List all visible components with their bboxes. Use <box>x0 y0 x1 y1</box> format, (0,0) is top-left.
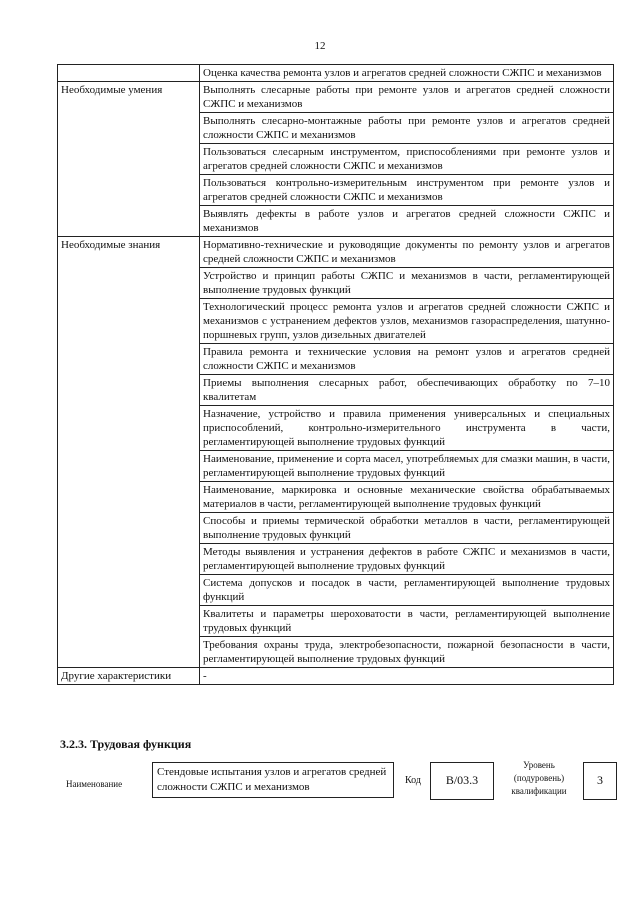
function-name-box: Стендовые испытания узлов и агрегатов средней сложности СЖПС и механизмов <box>152 762 394 798</box>
row-requirement-text: Назначение, устройство и правила применения универсальных и специальных приспособлений, контрольно-измерительного инструмента в части, регламентирующей выполнение трудовых функций <box>200 406 614 451</box>
row-requirement-text: Выполнять слесарно-монтажные работы при ремонте узлов и агрегатов средней сложности СЖПС и механизмов <box>200 113 614 144</box>
table-row <box>58 237 614 268</box>
row-requirement-text: Наименование, применение и сорта масел, употребляемых для смазки машин, в части, регламентирующей выполнение трудовых функций <box>200 451 614 482</box>
table-row <box>58 65 614 82</box>
row-requirement-text: Правила ремонта и технические условия на ремонт узлов и агрегатов средней сложности СЖПС и механизмов <box>200 344 614 375</box>
row-requirement-text: Устройство и принцип работы СЖПС и механизмов в части, регламентирующей выполнение трудовых функций <box>200 268 614 299</box>
row-category-label: Необходимые умения <box>58 82 200 237</box>
function-name-label: Наименование <box>66 779 123 789</box>
row-requirement-text: Наименование, маркировка и основные механические свойства обрабатываемых материалов в части, регламентирующей выполнение трудовых функций <box>200 482 614 513</box>
table-row <box>58 668 614 685</box>
row-requirement-text: Методы выявления и устранения дефектов в работе СЖПС и механизмов в части, регламентирующей выполнение трудовых функций <box>200 544 614 575</box>
labor-function-header <box>0 757 640 817</box>
row-category-label: Другие характеристики <box>58 668 200 685</box>
row-requirement-text: Система допусков и посадок в части, регламентирующей выполнение трудовых функций <box>200 575 614 606</box>
row-category-label <box>58 65 200 82</box>
row-requirement-text: Приемы выполнения слесарных работ, обеспечивающих обработку по 7–10 квалитетам <box>200 375 614 406</box>
row-requirement-text: Выполнять слесарные работы при ремонте узлов и агрегатов средней сложности СЖПС и механизмов <box>200 82 614 113</box>
row-requirement-text: Требования охраны труда, электробезопасности, пожарной безопасности в части, регламентирующей выполнение трудовых функций <box>200 637 614 668</box>
table-row <box>58 82 614 113</box>
page-number: 12 <box>314 40 326 52</box>
function-code-box: В/03.3 <box>430 762 494 800</box>
function-code-label: Код <box>405 775 421 786</box>
row-requirement-text: Пользоваться контрольно-измерительным инструментом при ремонте узлов и агрегатов средней сложности СЖПС и механизмов <box>200 175 614 206</box>
section-title: 3.2.3. Трудовая функция <box>60 737 192 751</box>
qualification-level-label: Уровень (подуровень) квалификации <box>511 760 567 796</box>
row-requirement-text: Нормативно-технические и руководящие документы по ремонту узлов и агрегатов средней сложности СЖПС и механизмов <box>200 237 614 268</box>
row-requirement-text: Оценка качества ремонта узлов и агрегатов средней сложности СЖПС и механизмов <box>200 65 614 82</box>
row-category-label: Необходимые знания <box>58 237 200 668</box>
row-requirement-text: Выявлять дефекты в работе узлов и агрегатов средней сложности СЖПС и механизмов <box>200 206 614 237</box>
row-requirement-text: Пользоваться слесарным инструментом, приспособлениями при ремонте узлов и агрегатов средней сложности СЖПС и механизмов <box>200 144 614 175</box>
qualification-level-box: 3 <box>583 762 617 800</box>
requirements-table <box>57 64 614 685</box>
requirements-table-body <box>58 65 614 685</box>
row-requirement-text: Способы и приемы термической обработки металлов в части, регламентирующей выполнение трудовых функций <box>200 513 614 544</box>
row-requirement-text: Технологический процесс ремонта узлов и агрегатов средней сложности СЖПС и механизмов с устранением дефектов узлов, механизмов газораспределения, шатунно-поршневых групп, узлов дизельных двигателей <box>200 299 614 344</box>
row-requirement-text: Квалитеты и параметры шероховатости в части, регламентирующей выполнение трудовых функций <box>200 606 614 637</box>
row-requirement-text: - <box>200 668 614 685</box>
